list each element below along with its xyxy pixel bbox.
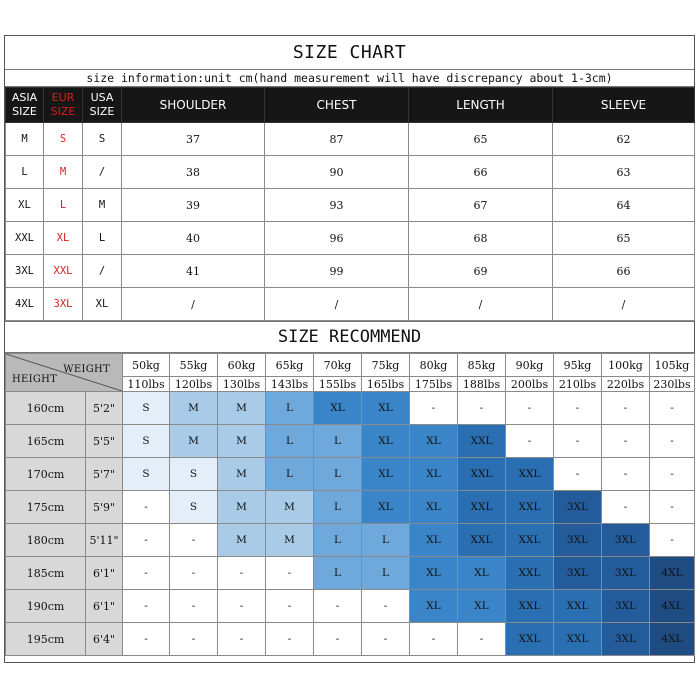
size-chart-cell-sleeve: 64 [553, 189, 695, 222]
weight-kg-cell: 95kg [554, 354, 602, 377]
recommend-size-cell: L [314, 458, 362, 491]
weight-kg-cell: 55kg [170, 354, 218, 377]
height-cm-cell: 190cm [6, 590, 86, 623]
size-recommend-title: SIZE RECOMMEND [5, 321, 694, 353]
size-chart-cell-chest: 93 [265, 189, 409, 222]
recommend-size-cell: XXL [458, 425, 506, 458]
recommend-size-cell: - [123, 557, 170, 590]
header-length: LENGTH [409, 88, 553, 123]
recommend-size-cell: - [170, 557, 218, 590]
height-cm-cell: 185cm [6, 557, 86, 590]
size-chart-cell-asia: M [6, 123, 44, 156]
height-cm-cell: 195cm [6, 623, 86, 656]
size-chart-cell-length: 68 [409, 222, 553, 255]
size-chart-cell-asia: XL [6, 189, 44, 222]
height-row [6, 590, 695, 623]
height-cm-cell: 170cm [6, 458, 86, 491]
height-row [6, 623, 695, 656]
recommend-size-cell: S [123, 392, 170, 425]
recommend-size-cell: S [123, 425, 170, 458]
recommend-size-cell: XL [410, 491, 458, 524]
size-chart-cell-chest: / [265, 288, 409, 321]
recommend-size-cell: 4XL [650, 623, 695, 656]
recommend-size-cell: XXL [458, 524, 506, 557]
recommend-size-cell: - [123, 524, 170, 557]
recommend-size-cell: L [314, 491, 362, 524]
size-chart-cell-chest: 87 [265, 123, 409, 156]
recommend-size-cell: - [506, 392, 554, 425]
recommend-size-cell: XL [410, 458, 458, 491]
recommend-size-cell: - [170, 623, 218, 656]
size-chart-cell-asia: 3XL [6, 255, 44, 288]
recommend-size-cell: M [266, 491, 314, 524]
recommend-size-cell: M [218, 458, 266, 491]
recommend-size-cell: - [554, 425, 602, 458]
recommend-size-cell: - [170, 590, 218, 623]
size-chart-cell-chest: 99 [265, 255, 409, 288]
size-chart-cell-length: / [409, 288, 553, 321]
recommend-size-cell: - [602, 491, 650, 524]
recommend-size-cell: 4XL [650, 590, 695, 623]
recommend-size-cell: - [218, 557, 266, 590]
height-ft-cell: 5'7" [86, 458, 123, 491]
weight-kg-cell: 85kg [458, 354, 506, 377]
recommend-size-cell: M [218, 425, 266, 458]
recommend-size-cell: 3XL [602, 524, 650, 557]
recommend-size-cell: L [362, 557, 410, 590]
header-chest: CHEST [265, 88, 409, 123]
weight-height-corner [6, 354, 123, 392]
recommend-size-cell: M [266, 524, 314, 557]
size-chart-cell-asia: 4XL [6, 288, 44, 321]
weight-kg-row [6, 354, 695, 377]
recommend-size-cell: - [362, 590, 410, 623]
header-usa-size: USA SIZE [83, 88, 122, 123]
size-chart-cell-sleeve: 62 [553, 123, 695, 156]
weight-lbs-cell: 210lbs [554, 377, 602, 392]
recommend-size-cell: - [650, 425, 695, 458]
recommend-size-cell: XL [410, 425, 458, 458]
size-chart-cell-eur: XXL [44, 255, 83, 288]
recommend-size-cell: XL [458, 557, 506, 590]
recommend-size-cell: L [362, 524, 410, 557]
recommend-size-cell: - [123, 623, 170, 656]
size-chart-row [6, 123, 695, 156]
size-chart-cell-sleeve: 65 [553, 222, 695, 255]
size-chart-row [6, 156, 695, 189]
height-row [6, 392, 695, 425]
recommend-size-cell: - [458, 623, 506, 656]
size-chart-cell-eur: M [44, 156, 83, 189]
size-chart-cell-usa: / [83, 255, 122, 288]
size-chart-cell-shoulder: 41 [122, 255, 265, 288]
recommend-size-cell: - [602, 392, 650, 425]
weight-kg-cell: 90kg [506, 354, 554, 377]
header-asia-size: ASIA SIZE [6, 88, 44, 123]
recommend-size-cell: - [314, 623, 362, 656]
size-chart-cell-usa: L [83, 222, 122, 255]
recommend-size-cell: - [506, 425, 554, 458]
weight-lbs-cell: 200lbs [506, 377, 554, 392]
height-cm-cell: 180cm [6, 524, 86, 557]
size-chart-cell-shoulder: 39 [122, 189, 265, 222]
size-chart-cell-length: 65 [409, 123, 553, 156]
size-chart-cell-eur: 3XL [44, 288, 83, 321]
size-chart-header-row [6, 88, 695, 123]
height-ft-cell: 6'4" [86, 623, 123, 656]
size-chart-cell-usa: M [83, 189, 122, 222]
size-chart-cell-chest: 96 [265, 222, 409, 255]
size-chart-cell-eur: L [44, 189, 83, 222]
height-cm-cell: 160cm [6, 392, 86, 425]
recommend-size-cell: 3XL [554, 557, 602, 590]
recommend-size-cell: - [218, 590, 266, 623]
size-chart-cell-length: 66 [409, 156, 553, 189]
recommend-size-cell: L [314, 557, 362, 590]
height-ft-cell: 5'5" [86, 425, 123, 458]
recommend-size-cell: 3XL [602, 557, 650, 590]
recommend-size-cell: - [266, 623, 314, 656]
recommend-size-cell: L [266, 425, 314, 458]
recommend-size-cell: - [650, 392, 695, 425]
recommend-size-cell: XL [362, 425, 410, 458]
size-chart-cell-shoulder: / [122, 288, 265, 321]
weight-lbs-cell: 130lbs [218, 377, 266, 392]
recommend-size-cell: - [410, 392, 458, 425]
weight-kg-cell: 70kg [314, 354, 362, 377]
recommend-size-cell: XXL [506, 623, 554, 656]
size-chart-row [6, 189, 695, 222]
header-eur-size: EUR SIZE [44, 88, 83, 123]
recommend-size-cell: XL [410, 557, 458, 590]
recommend-size-cell: 3XL [554, 524, 602, 557]
recommend-size-cell: XXL [506, 590, 554, 623]
height-cm-cell: 175cm [6, 491, 86, 524]
recommend-size-cell: XXL [554, 623, 602, 656]
recommend-size-cell: XL [410, 590, 458, 623]
recommend-size-cell: - [650, 524, 695, 557]
recommend-size-cell: - [554, 458, 602, 491]
size-chart-row [6, 222, 695, 255]
size-chart-title: SIZE CHART [292, 42, 407, 63]
height-row [6, 491, 695, 524]
weight-lbs-cell: 155lbs [314, 377, 362, 392]
size-chart-table [5, 87, 695, 321]
recommend-size-cell: S [170, 458, 218, 491]
size-chart-cell-sleeve: 66 [553, 255, 695, 288]
height-label: HEIGHT [12, 374, 58, 385]
height-row [6, 557, 695, 590]
recommend-size-cell: S [170, 491, 218, 524]
recommend-size-cell: - [266, 557, 314, 590]
height-row [6, 458, 695, 491]
height-ft-cell: 6'1" [86, 557, 123, 590]
recommend-size-cell: 3XL [554, 491, 602, 524]
recommend-size-cell: XXL [458, 491, 506, 524]
header-shoulder: SHOULDER [122, 88, 265, 123]
size-chart-cell-shoulder: 37 [122, 123, 265, 156]
recommend-size-cell: XXL [506, 557, 554, 590]
recommend-size-cell: 3XL [602, 590, 650, 623]
recommend-size-cell: M [170, 392, 218, 425]
size-chart-cell-usa: XL [83, 288, 122, 321]
size-chart-cell-chest: 90 [265, 156, 409, 189]
recommend-size-cell: - [266, 590, 314, 623]
recommend-size-cell: M [218, 491, 266, 524]
weight-kg-cell: 65kg [266, 354, 314, 377]
height-cm-cell: 165cm [6, 425, 86, 458]
height-row [6, 524, 695, 557]
size-chart-cell-sleeve: 63 [553, 156, 695, 189]
recommend-size-cell: - [123, 491, 170, 524]
recommend-size-cell: - [170, 524, 218, 557]
recommend-size-cell: L [266, 392, 314, 425]
recommend-size-cell: 3XL [602, 623, 650, 656]
recommend-size-cell: XXL [506, 524, 554, 557]
recommend-size-cell: L [266, 458, 314, 491]
weight-lbs-cell: 175lbs [410, 377, 458, 392]
size-chart-cell-shoulder: 38 [122, 156, 265, 189]
weight-lbs-cell: 188lbs [458, 377, 506, 392]
recommend-size-cell: - [602, 458, 650, 491]
size-chart-panel [4, 35, 695, 663]
size-chart-cell-usa: / [83, 156, 122, 189]
size-chart-cell-eur: XL [44, 222, 83, 255]
recommend-size-cell: - [602, 425, 650, 458]
height-ft-cell: 5'2" [86, 392, 123, 425]
size-chart-cell-eur: S [44, 123, 83, 156]
recommend-size-cell: - [554, 392, 602, 425]
recommend-size-cell: M [218, 392, 266, 425]
recommend-size-cell: - [410, 623, 458, 656]
height-ft-cell: 5'11" [86, 524, 123, 557]
size-chart-cell-shoulder: 40 [122, 222, 265, 255]
recommend-size-cell: - [314, 590, 362, 623]
weight-lbs-cell: 120lbs [170, 377, 218, 392]
recommend-size-cell: - [650, 491, 695, 524]
recommend-size-cell: XL [362, 458, 410, 491]
height-ft-cell: 5'9" [86, 491, 123, 524]
height-row [6, 425, 695, 458]
size-chart-cell-asia: L [6, 156, 44, 189]
recommend-size-cell: S [123, 458, 170, 491]
recommend-size-cell: - [650, 458, 695, 491]
recommend-size-cell: 4XL [650, 557, 695, 590]
recommend-size-cell: L [314, 524, 362, 557]
size-chart-row [6, 288, 695, 321]
size-chart-cell-usa: S [83, 123, 122, 156]
size-chart-subtitle: size information:unit cm(hand measurement will have discrepancy about 1-3cm) [5, 69, 694, 87]
size-recommend-table [5, 353, 695, 656]
recommend-size-cell: M [218, 524, 266, 557]
size-chart-cell-sleeve: / [553, 288, 695, 321]
size-chart-cell-length: 69 [409, 255, 553, 288]
recommend-size-cell: - [362, 623, 410, 656]
weight-kg-cell: 60kg [218, 354, 266, 377]
recommend-size-cell: XXL [506, 491, 554, 524]
recommend-size-cell: XXL [458, 458, 506, 491]
weight-kg-cell: 80kg [410, 354, 458, 377]
recommend-size-cell: XL [362, 392, 410, 425]
weight-kg-cell: 75kg [362, 354, 410, 377]
weight-lbs-cell: 230lbs [650, 377, 695, 392]
size-chart-cell-length: 67 [409, 189, 553, 222]
weight-lbs-cell: 165lbs [362, 377, 410, 392]
size-chart-row [6, 255, 695, 288]
recommend-size-cell: XL [314, 392, 362, 425]
height-ft-cell: 6'1" [86, 590, 123, 623]
weight-kg-cell: 100kg [602, 354, 650, 377]
weight-kg-cell: 50kg [123, 354, 170, 377]
weight-kg-cell: 105kg [650, 354, 695, 377]
weight-label: WEIGHT [63, 364, 110, 375]
recommend-size-cell: L [314, 425, 362, 458]
recommend-size-cell: - [458, 392, 506, 425]
recommend-size-cell: - [218, 623, 266, 656]
recommend-size-cell: XXL [506, 458, 554, 491]
weight-lbs-cell: 110lbs [123, 377, 170, 392]
recommend-size-cell: XXL [554, 590, 602, 623]
recommend-size-cell: M [170, 425, 218, 458]
recommend-size-cell: XL [362, 491, 410, 524]
recommend-size-cell: XL [458, 590, 506, 623]
size-chart-cell-asia: XXL [6, 222, 44, 255]
recommend-size-cell: XL [410, 524, 458, 557]
header-sleeve: SLEEVE [553, 88, 695, 123]
recommend-size-cell: - [123, 590, 170, 623]
weight-lbs-cell: 220lbs [602, 377, 650, 392]
weight-lbs-cell: 143lbs [266, 377, 314, 392]
